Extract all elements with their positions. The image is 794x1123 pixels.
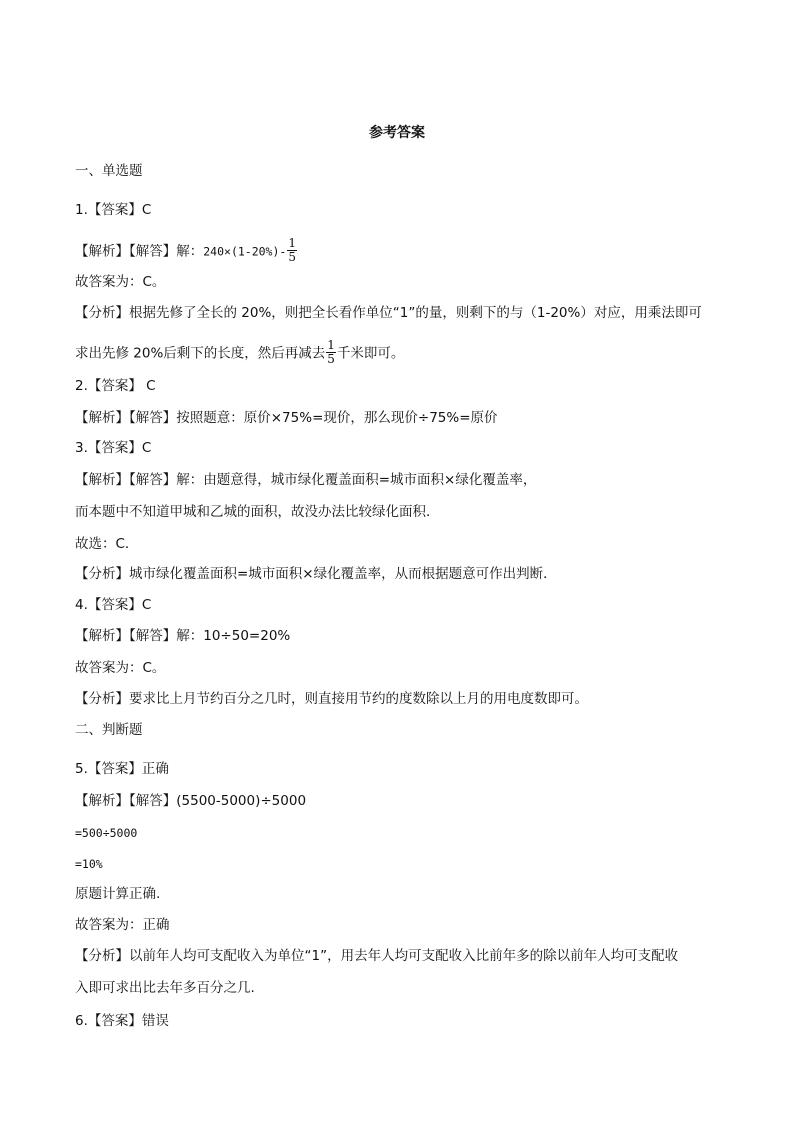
- q4-conclusion: 故答案为：C。: [75, 660, 166, 676]
- q1-explanation-fraction: [326, 339, 336, 366]
- q1-fraction-numerator: 1: [288, 236, 296, 250]
- q4-explanation: 【分析】要求比上月节约百分之几时，则直接用节约的度数除以上月的用电度数即可。: [75, 691, 588, 707]
- q5-explanation-line1: 【分析】以前年人均可支配收入为单位“1”，用去年人均可支配收入比前年多的除以前年人均可支配收: [75, 948, 679, 964]
- q5-explanation-line2: 入即可求出比去年多百分之几.: [75, 980, 255, 996]
- q5-analysis: 【解析】【解答】(5500-5000)÷5000: [75, 793, 307, 809]
- q5-answer: 5.【答案】正确: [75, 761, 169, 777]
- q1-explanation-line2: [75, 340, 404, 367]
- q1-conclusion: 故答案为：C。: [75, 274, 166, 290]
- q6-answer: 6.【答案】错误: [75, 1013, 169, 1029]
- q4-analysis: 【解析】【解答】解：10÷50=20%: [75, 628, 291, 644]
- q1-analysis-expression: 240×(1-20%)-: [203, 244, 287, 259]
- section-heading-single-choice: 一、单选题: [75, 163, 143, 179]
- q1-fraction-denominator: 5: [288, 250, 296, 264]
- q1-analysis-prefix: 【解析】【解答】解：: [75, 243, 204, 260]
- q1-analysis: [75, 238, 298, 265]
- q1-explanation-fraction-denominator: 5: [327, 352, 335, 366]
- q2-analysis: 【解析】【解答】按照题意：原价×75%=现价，那么现价÷75%=原价: [75, 410, 498, 426]
- q2-answer: 2.【答案】 C: [75, 378, 156, 394]
- q1-explanation-line1: 【分析】根据先修了全长的 20%，则把全长看作单位“1”的量，则剩下的与（1-20%）对应，用乘法即可: [75, 305, 702, 321]
- q5-conclusion: 故答案为：正确: [75, 917, 170, 933]
- q1-explanation-fraction-numerator: 1: [327, 338, 335, 352]
- q5-check: 原题计算正确.: [75, 886, 161, 902]
- q5-step1: =500÷5000: [75, 826, 138, 840]
- q1-explanation-line2-end: 千米即可。: [336, 345, 405, 362]
- q1-fraction: [287, 237, 297, 264]
- q3-analysis-line2: 而本题中不知道甲城和乙城的面积，故没办法比较绿化面积．: [75, 504, 440, 520]
- q3-answer: 3.【答案】C: [75, 440, 152, 456]
- q3-conclusion: 故选：C．: [75, 536, 139, 552]
- q3-explanation: 【分析】城市绿化覆盖面积=城市面积×绿化覆盖率，从而根据题意可作出判断．: [75, 566, 557, 582]
- q3-analysis-line1: 【解析】【解答】解：由题意得，城市绿化覆盖面积=城市面积×绿化覆盖率，: [75, 472, 537, 488]
- page-title: 参考答案: [369, 125, 425, 141]
- q4-answer: 4.【答案】C: [75, 597, 152, 613]
- q5-step2: =10%: [75, 857, 103, 871]
- section-heading-true-false: 二、判断题: [75, 722, 143, 738]
- q1-explanation-line2-start: 求出先修 20%后剩下的长度，然后再减去: [75, 345, 326, 362]
- q1-answer: 1.【答案】C: [75, 202, 152, 218]
